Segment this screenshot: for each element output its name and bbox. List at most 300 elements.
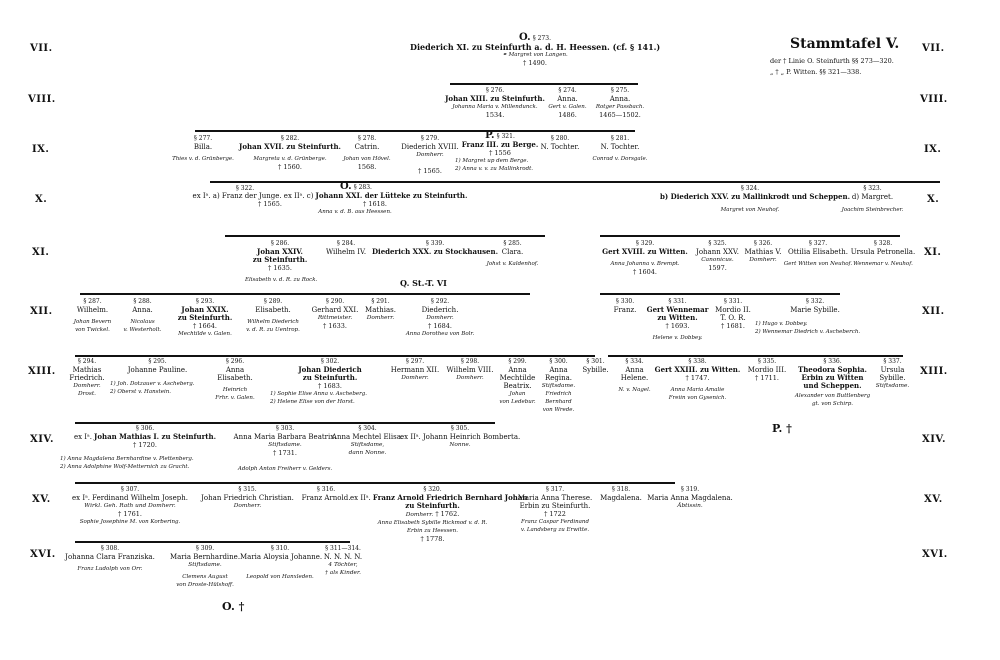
person-gerhard-xxi <box>305 298 365 330</box>
person-name: d) Margret. <box>851 193 894 201</box>
date: 1486. <box>558 111 577 119</box>
section-number: § 331. <box>668 298 687 305</box>
spouse: ⚭ Margret von Langen. <box>502 52 568 58</box>
person-note: Domherr. <box>366 315 395 321</box>
person-maria-anna-therese <box>510 486 600 534</box>
person-anna-regina <box>536 358 581 414</box>
section-number: § 332. <box>805 298 825 305</box>
generation-label-right: VIII. <box>920 94 948 105</box>
person-note: Rittmeister. <box>317 315 353 321</box>
connector-line <box>608 355 903 357</box>
person-note: 4 Töchter, <box>328 562 358 568</box>
spouse: Johan von Hövel. <box>343 156 391 162</box>
death-date: † 1684. <box>428 322 452 330</box>
person-name: N. Tochter. <box>600 143 640 151</box>
person-name: Johan XXIV. <box>257 247 303 256</box>
person-johan-xxix <box>175 298 235 338</box>
person-hermann-xii <box>385 358 445 382</box>
section-number: § 281. <box>610 135 630 142</box>
connector-line <box>75 355 595 357</box>
section-number: § 323. <box>863 185 882 192</box>
person-name: Wilhelm VIII. <box>446 366 494 374</box>
generation-label-right: VII. <box>922 43 945 54</box>
section-number: § 305. <box>450 425 470 432</box>
section-number: § 275. <box>610 87 630 94</box>
death-date: † 1762. <box>435 510 460 518</box>
section-number: § 273. <box>532 35 551 42</box>
section-number: § 284. <box>336 240 356 247</box>
death-date: † als Kinder. <box>325 570 361 576</box>
person-name: Erbin zu Steinfurth. <box>519 502 591 510</box>
section-number: § 277. <box>193 135 213 142</box>
person-mathias-v <box>738 240 788 264</box>
connector-line <box>75 482 675 484</box>
death-date: † 1693. <box>665 322 690 330</box>
section-number: § 329. <box>635 240 655 247</box>
person-name: Gert XXIII. zu Witten. <box>654 365 741 374</box>
line-mark: P. <box>485 130 495 141</box>
person-name: Anna <box>549 366 568 374</box>
legend <box>770 56 894 78</box>
section-number: § 295. <box>148 358 167 365</box>
person-name: Mordio III. <box>747 366 787 374</box>
spouse: von Wrede. <box>542 407 575 413</box>
section-number: § 338. <box>688 358 707 365</box>
person-name: Anna. <box>132 306 153 314</box>
person-margret-323 <box>835 185 910 214</box>
spouse: Alexander von Buttlenberg <box>794 393 871 399</box>
section-number: § 322. <box>235 185 255 192</box>
person-note: Canonicus. <box>701 257 734 263</box>
spouse: Sophie Josephine M. von Korbering. <box>79 519 181 525</box>
section-number: § 278. <box>357 135 377 142</box>
person-ursula-sybille <box>870 358 915 390</box>
person-name: Johanne Pauline. <box>127 366 188 374</box>
person-johanne-pauline <box>110 358 205 396</box>
date: 1465—1502. <box>599 111 641 119</box>
prefix: ex Iᵃ. a) Franz der Junge. ex IIᵃ. c) <box>192 192 314 200</box>
person-name: Wilhelm. <box>76 306 109 314</box>
person-johan-xvii <box>235 135 345 171</box>
person-billa <box>168 135 238 163</box>
person-name: Mathias V. <box>744 248 782 256</box>
spouse: Erbin zu Heessen. <box>407 528 458 534</box>
legend-line: der † Linie O. Steinfurth §§ 273—320. <box>770 57 894 65</box>
section-number: § 315. <box>238 486 257 493</box>
death-date: † 1565. <box>418 167 442 175</box>
section-number: § 320. <box>423 486 442 493</box>
person-note: Domherr. <box>426 315 454 321</box>
person-name: zu Steinfurth. <box>302 373 358 382</box>
person-maria-aloysia <box>240 545 323 581</box>
spouse: Elisabeth v. d. R. zu Rock. <box>245 277 318 283</box>
person-n-tochter-280 <box>530 135 590 151</box>
spouse: 2) Helene Elise von der Horst. <box>270 399 355 405</box>
person-name: Marie Sybille. <box>790 306 840 314</box>
spouse: 1) Joh. Dotzauer v. Ascheberg. <box>110 381 195 387</box>
person-name: Wilhelm IV. <box>325 248 367 256</box>
spouse: 1) Sophie Elise Anna v. Ascheberg. <box>270 391 368 397</box>
spouse: Conrad v. Dorsgale. <box>592 156 648 162</box>
spouse: Franz Caspar Ferdinand <box>521 519 589 525</box>
spouse: Nicolaus <box>130 319 155 325</box>
person-note: Äbtissin. <box>677 503 703 509</box>
spouse: 2) Wennemar Diedrich v. Ascheberch. <box>755 329 861 335</box>
section-number: § 304. <box>358 425 377 432</box>
person-name: Diederich XVIII. <box>401 143 459 151</box>
person-name: Johan XIII. zu Steinfurth. <box>445 94 545 103</box>
person-name: Johan Mathias I. zu Steinfurth. <box>94 432 217 441</box>
person-johan-friedrich-christian <box>200 486 295 510</box>
person-note: Domherr. <box>405 512 434 518</box>
spouse: von Droste-Hülshoff. <box>176 582 234 588</box>
death-date: † 1604. <box>633 268 657 276</box>
person-name: Maria Anna Magdalena. <box>647 494 733 502</box>
person-name: Sybille. <box>582 366 609 374</box>
section-number: § 293. <box>195 298 215 305</box>
connector-line <box>75 422 495 424</box>
date: 1597. <box>708 264 727 272</box>
section-number: § 325. <box>708 240 727 247</box>
cross-reference: Q. St.-T. VI <box>400 278 447 288</box>
death-date: † 1720. <box>133 441 157 449</box>
person-n-tochter-281 <box>585 135 655 163</box>
person-johann-xxv <box>690 240 745 272</box>
person-maria-anna-magdalena <box>640 486 740 510</box>
person-name: Maria Anna Therese. <box>517 494 593 502</box>
person-name: Franz Arnold Friedrich Bernhard Johan <box>372 493 528 502</box>
section-number: § 274. <box>558 87 577 94</box>
section-number: § 324. <box>740 185 760 192</box>
person-anna-275 <box>590 87 650 119</box>
generation-label-right: XIV. <box>922 434 946 445</box>
death-date: † 1778. <box>420 535 445 543</box>
person-name: Clara. <box>501 248 524 256</box>
person-wilhelm-iv <box>316 240 376 256</box>
spouse: Thies v. d. Grünberge. <box>172 156 234 162</box>
person-name: Anna <box>225 366 245 374</box>
section-number: § 317. <box>545 486 565 493</box>
person-clara <box>480 240 545 268</box>
generation-label-left: IX. <box>32 144 50 155</box>
person-note: Domherr. <box>456 375 484 381</box>
section-number: § 303. <box>275 425 295 432</box>
person-gert-xviii <box>595 240 695 276</box>
section-number: § 302. <box>320 358 340 365</box>
person-theodora-sophia <box>790 358 875 408</box>
death-date: † 1711. <box>755 374 779 382</box>
person-anna-mechtilde <box>495 358 540 406</box>
person-note: Domherr. <box>233 503 262 509</box>
spouse: Wennemar v. Neuhof. <box>853 261 913 267</box>
spouse: Clemens August <box>182 574 228 580</box>
spouse: N. v. Nagel. <box>618 387 651 393</box>
person-note: Domherr. <box>73 383 101 389</box>
person-anna-274 <box>540 87 595 119</box>
person-name: Anna Maria Barbara Beatrix. <box>233 433 337 441</box>
person-franz-arnold-friedrich <box>350 486 528 543</box>
section-number: § 334. <box>625 358 644 365</box>
death-date: † 1681. <box>721 322 745 330</box>
person-name: Franz Arnold. <box>301 494 351 502</box>
person-name: Johan XVII. zu Steinfurth. <box>239 142 341 151</box>
person-name: Anna <box>508 366 527 374</box>
generation-label-right: XVI. <box>922 549 948 560</box>
death-date: † 1635. <box>268 264 292 272</box>
person-name: Gert Wennemar <box>646 305 709 314</box>
person-note: Wirkl. Geh. Rath und Domherr. <box>84 503 176 509</box>
person-maria-bernhardine <box>160 545 250 589</box>
line-mark: O. <box>340 181 352 192</box>
section-number: § 327. <box>808 240 828 247</box>
person-name: Anna <box>625 366 644 374</box>
section-number: § 294. <box>77 358 97 365</box>
person-name: Franz III. zu Berge. <box>461 140 539 149</box>
connector-line <box>450 83 638 85</box>
line-mark: O. <box>519 32 531 43</box>
generation-label-left: XII. <box>30 306 53 317</box>
spouse: Johanna Maria v. Millendunck. <box>452 104 538 110</box>
connector-line <box>600 293 840 295</box>
chart-title: Stammtafel V. <box>790 36 900 52</box>
person-name: Gert XVIII. zu Witten. <box>602 247 688 256</box>
section-number: § 318. <box>611 486 631 493</box>
person-johann-heinrich <box>400 425 520 449</box>
person-anna-mechtel <box>330 425 405 457</box>
person-name: Franz. <box>613 306 637 314</box>
extinct-line-mark-o: O. † <box>222 600 245 613</box>
person-note: Stiftsdame. <box>188 562 222 568</box>
person-name: Johan XXIX. <box>181 305 229 314</box>
legend-line: „ † „ P. Witten. §§ 321—338. <box>770 68 862 76</box>
person-name: Mechtilde <box>499 374 536 382</box>
person-anna-maria-barbara <box>230 425 340 473</box>
spouse: von Ledebur. <box>499 399 536 405</box>
section-number: § 326. <box>753 240 773 247</box>
section-number: § 301. <box>586 358 605 365</box>
spouse: Franz Ludolph von Orr. <box>77 566 143 572</box>
spouse: Rotger Passbach. <box>595 104 645 110</box>
generation-label-left: X. <box>35 194 48 205</box>
section-number: § 311—314. <box>325 545 361 552</box>
person-johann-xxi <box>170 183 490 216</box>
generation-label-left: XIV. <box>30 434 54 445</box>
person-gert-wennemar <box>640 298 715 342</box>
section-number: § 309. <box>195 545 215 552</box>
death-date: † 1664. <box>193 322 217 330</box>
person-diederich-xi <box>410 34 660 67</box>
spouse: gt. von Schirp. <box>812 401 853 407</box>
spouse: Johan <box>509 391 526 397</box>
section-number: § 296. <box>225 358 245 365</box>
person-note: Stiftsdame. <box>875 383 910 389</box>
section-number: § 331. <box>723 298 743 305</box>
connector-line <box>600 235 900 237</box>
person-note: Domherr. <box>416 152 444 158</box>
person-name: b) Diederich XXV. zu Mallinkrodt und Scheppen. <box>660 192 851 201</box>
person-johanna-clara <box>55 545 165 573</box>
date: 1534. <box>485 111 505 119</box>
person-johan-xiii <box>440 87 550 119</box>
person-name: Ursula Petronella. <box>850 248 916 256</box>
spouse: Johan Bevern <box>73 319 112 325</box>
spouse: Anna Maria Amalie <box>670 387 725 393</box>
person-catrin <box>337 135 397 171</box>
section-number: § 337. <box>883 358 902 365</box>
death-date: † 1490. <box>523 59 547 67</box>
person-name: Johan Friedrich Christian. <box>201 494 294 502</box>
spouse: v. Westerholt. <box>123 327 162 333</box>
person-name: Mathias <box>72 366 102 374</box>
death-date: † 1633. <box>323 322 347 330</box>
person-mathias-friedrich <box>62 358 112 398</box>
section-number: § 292. <box>430 298 450 305</box>
person-note: dann Nonne. <box>348 450 387 456</box>
spouse: 1) Anna Magdalena Bernhardine v. Plettenberg. <box>60 456 194 462</box>
person-name: Johann XXI. der Lütteke zu Steinfurth. <box>315 191 468 200</box>
date: 1568. <box>357 163 377 171</box>
generation-label-right: XI. <box>924 247 942 258</box>
spouse: Helene v. Dobbey. <box>652 335 703 341</box>
section-number: § 308. <box>100 545 120 552</box>
section-number: § 287. <box>83 298 102 305</box>
person-anna-288 <box>115 298 170 334</box>
person-name: Ursula <box>880 366 905 374</box>
section-number: § 297. <box>405 358 425 365</box>
person-name: zu Steinfurth. <box>177 313 233 322</box>
spouse: 1) Margret up dem Berge. <box>455 158 529 164</box>
spouse: von Twickel. <box>75 327 110 333</box>
person-name: Mordio II. <box>715 306 751 314</box>
person-name: Maria Bernhardine. <box>169 553 241 561</box>
person-franz-330 <box>605 298 645 314</box>
person-name: Ottilia Elisabeth. <box>787 248 848 256</box>
section-number: § 279. <box>420 135 440 142</box>
person-name: und Scheppen. <box>803 381 862 390</box>
person-diederich-292 <box>395 298 485 338</box>
person-name: Johan Diederich <box>298 365 362 374</box>
generation-label-left: XIII. <box>28 366 56 377</box>
person-note: Drost. <box>77 391 97 397</box>
spouse: Margret von Neuhof. <box>720 207 780 213</box>
section-number: § 276. <box>485 87 505 94</box>
person-note: Stiftsdame. <box>541 383 576 389</box>
generation-label-right: XII. <box>922 306 945 317</box>
person-note: Domherr. <box>401 375 429 381</box>
section-number: § 299. <box>508 358 527 365</box>
person-name: Gerhard XXI. <box>311 306 359 314</box>
prefix: ex Iᵃ. <box>72 494 91 502</box>
prefix: ex IIᵃ. <box>400 433 421 441</box>
person-name: T. O. R. <box>720 314 746 322</box>
spouse: Heinrich <box>222 387 248 393</box>
person-ferdinand-wilhelm <box>60 486 200 526</box>
person-name: Diederich XXX. zu Stockhausen. <box>371 247 499 256</box>
spouse: Johst v. Kaldenhof. <box>486 261 539 267</box>
section-number: § 290. <box>325 298 345 305</box>
death-date: † 1556 <box>489 149 511 157</box>
section-number: § 285. <box>503 240 522 247</box>
section-number: § 306. <box>135 425 155 432</box>
section-number: § 291. <box>371 298 390 305</box>
person-mordio-iii <box>742 358 792 382</box>
spouse: Wilhelm Diederich <box>247 319 299 325</box>
person-name: Billa. <box>193 143 213 151</box>
person-johan-diederich <box>270 358 390 406</box>
person-note: Stiftsdame, <box>350 442 385 448</box>
person-name: Maria Aloysia Johanne. <box>240 553 323 561</box>
spouse: Bernhard <box>545 399 572 405</box>
section-number: § 335. <box>757 358 777 365</box>
person-name: Anna. <box>609 95 631 103</box>
generation-label-right: XV. <box>924 494 943 505</box>
connector-line <box>225 235 545 237</box>
section-number: § 336. <box>823 358 842 365</box>
spouse: Anna Dorothea von Bolr. <box>405 331 475 337</box>
person-name: Sybille. <box>879 374 906 382</box>
person-name: zu Steinfurth. <box>405 501 460 510</box>
spouse: Gert v. Galen. <box>548 104 587 110</box>
person-johan-xxiv <box>245 240 318 284</box>
person-name: Anna. <box>557 95 578 103</box>
person-name: Johann Heinrich Bomberta. <box>422 433 521 441</box>
person-note: Nonne. <box>449 442 471 448</box>
section-number: § 321. <box>496 133 515 140</box>
person-sybille-301 <box>578 358 613 374</box>
spouse: Friedrich <box>545 391 572 397</box>
person-name: Anna Mechtel Elisa. <box>331 433 404 441</box>
person-name: Theodora Sophia. <box>798 365 867 374</box>
person-diederich-xxv <box>660 185 851 214</box>
spouse: Leopold von Hanxleden. <box>246 574 314 580</box>
person-marie-sybille <box>755 298 875 336</box>
spouse: 1) Hugo v. Dobbey. <box>755 321 808 327</box>
spouse: 2) Oberst v. Hanstein. <box>110 389 171 395</box>
person-name: Ferdinand Wilhelm Joseph. <box>92 494 188 502</box>
person-name: N. N. N. N. <box>323 553 363 561</box>
connector-line <box>195 130 635 132</box>
connector-line <box>80 293 530 295</box>
death-date: † 1731. <box>273 449 297 457</box>
person-magdalena <box>596 486 646 502</box>
spouse: 2) Anna v. v. zu Mallinkrodt. <box>455 166 534 172</box>
person-name: N. Tochter. <box>540 143 580 151</box>
persons-four-daughters <box>318 545 368 577</box>
spouse: Joachim Steinbrecher. <box>841 207 904 213</box>
section-number: § 319. <box>680 486 700 493</box>
generation-label-left: XVI. <box>30 549 56 560</box>
prefix: ex Iᵃ. <box>73 433 92 441</box>
spouse: Anna Johanna v. Brempt. <box>610 261 680 267</box>
generation-label-left: XI. <box>32 247 50 258</box>
person-name: zu Witten. <box>657 313 698 322</box>
person-johan-mathias-i <box>60 425 230 471</box>
death-date: † 1618. <box>363 200 387 208</box>
person-name: Diederich. <box>421 306 459 314</box>
person-name: Catrin. <box>354 143 380 151</box>
section-number: § 307. <box>120 486 140 493</box>
prefix: ex IIᵃ. <box>350 494 371 502</box>
spouse: Freiin von Gysenich. <box>668 395 727 401</box>
person-name: Johanna Clara Franziska. <box>65 553 155 561</box>
person-ottilia-elisabeth <box>783 240 853 268</box>
person-name: Regina. <box>544 374 573 382</box>
person-name: Beatrix. <box>503 382 532 390</box>
section-number: § 288. <box>133 298 152 305</box>
spouse: v. d. R. zu Uentrop. <box>246 327 300 333</box>
person-name: Erbin zu Witten <box>801 373 864 382</box>
spouse: Mechtilde v. Galen. <box>178 331 232 337</box>
